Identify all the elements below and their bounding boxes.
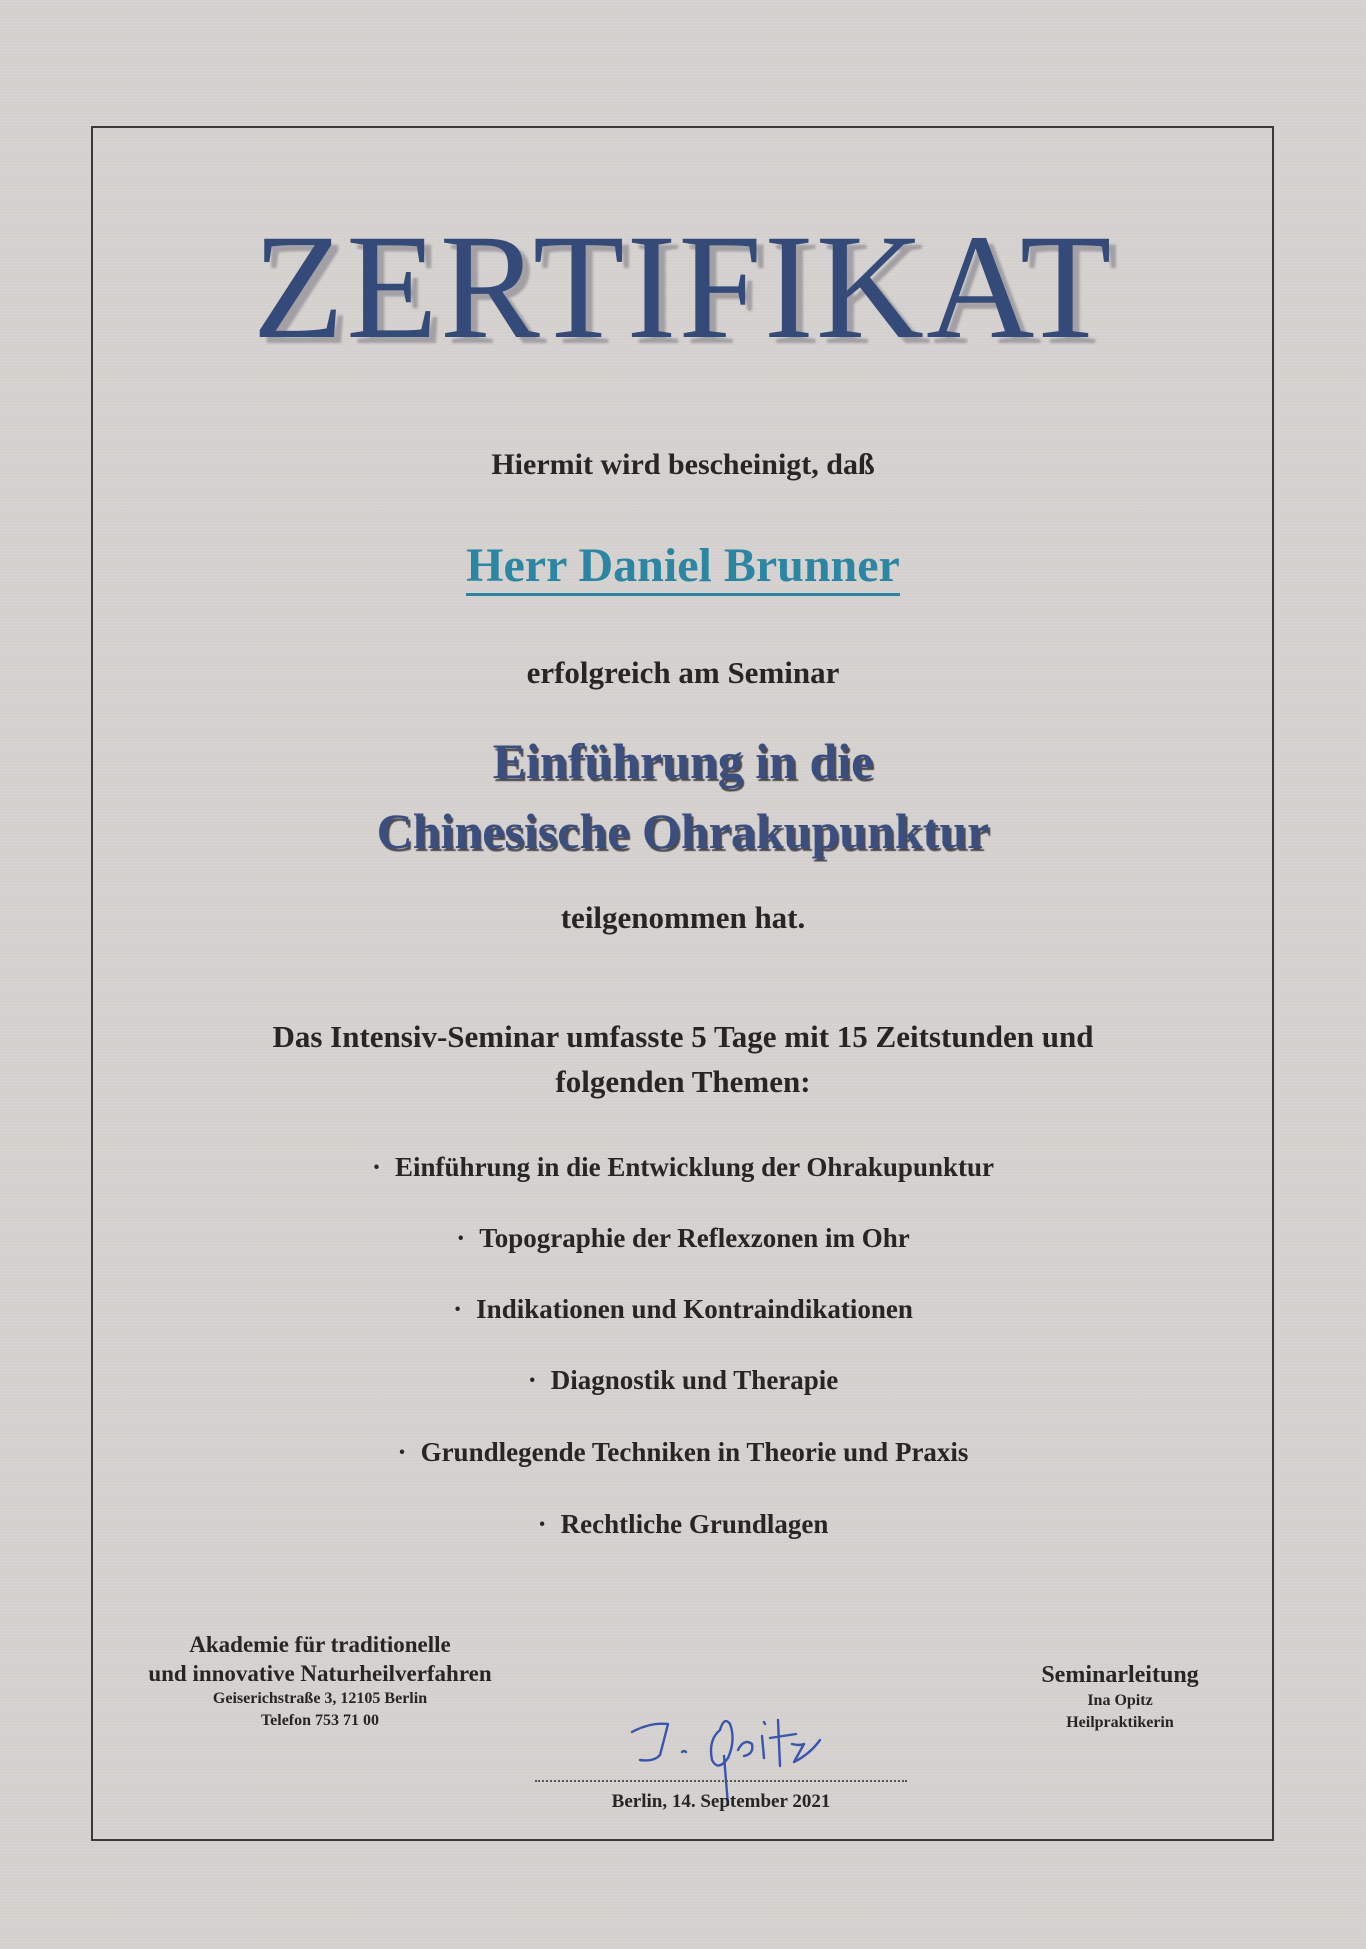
bullet-icon: ·: [537, 1509, 547, 1539]
issuer-name-line-2: und innovative Naturheilverfahren: [148, 1661, 492, 1686]
course-title-line-2: Chinesische Ohrakupunktur: [376, 803, 990, 859]
bullet-icon: ·: [397, 1437, 407, 1467]
intro-text: Hiermit wird bescheinigt, daß: [491, 448, 875, 481]
topic-item: [0, 1152, 1366, 1183]
topic-item: [0, 1509, 1366, 1540]
topic-item: [0, 1294, 1366, 1325]
seminar-lead-block: [1010, 1660, 1230, 1734]
bullet-icon: ·: [453, 1294, 463, 1324]
topic-item: [0, 1223, 1366, 1254]
topic-label: Grundlegende Techniken in Theorie und Praxis: [420, 1437, 969, 1467]
participation-text: teilgenommen hat.: [560, 900, 806, 935]
topic-label: Rechtliche Grundlagen: [560, 1509, 829, 1539]
summary-line-1: Das Intensiv-Seminar umfasste 5 Tage mit 15 Zeitstunden und: [272, 1019, 1094, 1054]
issuer-block: [110, 1630, 530, 1732]
seminar-lead-name: Ina Opitz: [1087, 1692, 1153, 1709]
seminar-lead-role: Heilpraktikerin: [1066, 1714, 1174, 1731]
certificate-title: ZERTIFIKAT: [252, 204, 1114, 370]
success-text: erfolgreich am Seminar: [526, 655, 840, 690]
seminar-lead-heading: Seminarleitung: [1041, 1662, 1199, 1688]
topic-label: Einführung in die Entwicklung der Ohrakupunktur: [395, 1152, 994, 1182]
topic-label: Topographie der Reflexzonen im Ohr: [479, 1223, 910, 1253]
recipient-name: Herr Daniel Brunner: [466, 539, 900, 596]
summary-line-2: folgenden Themen:: [555, 1064, 811, 1099]
bullet-icon: ·: [456, 1223, 466, 1253]
issuer-address: Geiserichstraße 3, 12105 Berlin: [212, 1690, 428, 1707]
topic-item: [0, 1437, 1366, 1468]
certificate-border: [91, 126, 1274, 1841]
recipient-name-container: [0, 538, 1366, 593]
place-date: Berlin, 14. September 2021: [611, 1791, 831, 1812]
issuer-name-line-1: Akademie für traditionelle: [189, 1632, 451, 1657]
topic-label: Indikationen und Kontraindikationen: [476, 1294, 913, 1324]
course-title-line-1: Einführung in die: [492, 733, 874, 789]
bullet-icon: ·: [527, 1365, 537, 1395]
issuer-phone: Telefon 753 71 00: [260, 1712, 380, 1729]
signature-line: [535, 1780, 907, 1784]
bullet-icon: ·: [372, 1152, 382, 1182]
topic-label: Diagnostik und Therapie: [550, 1365, 839, 1395]
topic-item: [0, 1365, 1366, 1396]
